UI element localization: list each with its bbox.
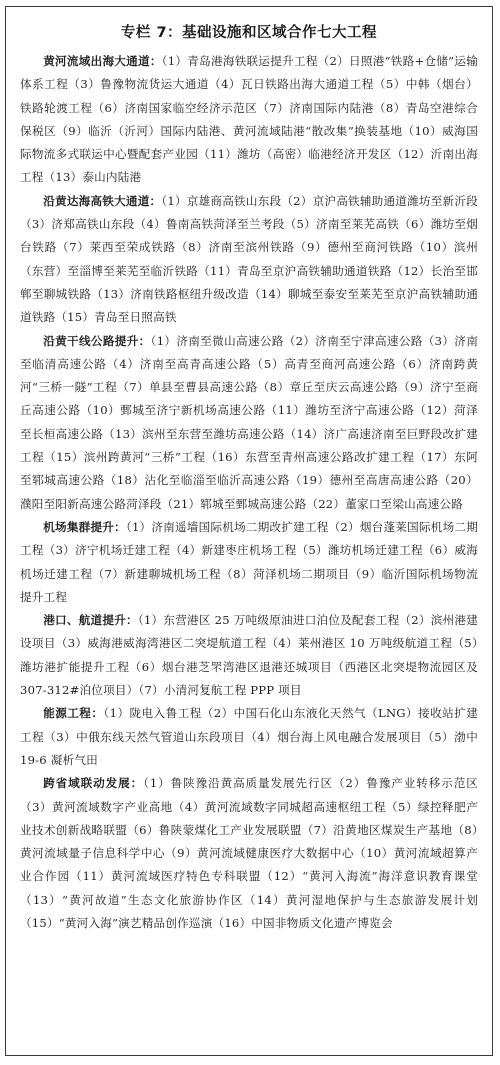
section-heading: 能源工程： (43, 706, 104, 721)
section-body: （1）济南遥墙国际机场二期改扩建工程（2）烟台蓬莱国际机场二期工程（3）济宁机场迁建工程（4）新建枣庄机场工程（5）潍坊机场迁建工程（6）威海机场迁建工程（7）新建聊城机场工程（8）菏泽机场二期项目（9）临沂国际机场物流提升工程 (20, 519, 479, 604)
section-heading: 机场集群提升： (43, 519, 126, 534)
section-high-speed-rail (20, 190, 478, 330)
section-heading: 沿黄达海高铁大通道： (43, 193, 162, 208)
section-body: （1）陇电入鲁工程（2）中国石化山东液化天然气（LNG）接收站扩建工程（3）中俄东线天然气管道山东段项目（4）烟台海上风电融合发展项目（5）渤中 19-6 凝析气田 (20, 706, 478, 767)
section-body: （1）京雄商高铁山东段（2）京沪高铁辅助通道潍坊至新沂段（3）济郑高铁山东段（4）鲁南高铁菏泽至兰考段（5）济南至莱芜高铁（6）潍坊至烟台铁路（7）莱西至荣成铁路（8）济南至滨州铁路（9）德州至商河铁路（10）滨州（东营）至淄博至莱芜至临沂铁路（11）青岛至京沪高铁辅助通道铁路（12）长治至邯郸至聊城铁路（13）济南铁路枢纽升级改造（14）聊城至泰安至莱芜至京沪高铁辅助通道铁路（15）青岛至日照高铁 (20, 193, 478, 325)
section-body: （1）鲁陕豫沿黄高质量发展先行区（2）鲁豫产业转移示范区（3）黄河流域数字产业高地（4）黄河流域数字同城超高速枢纽工程（5）绿控释肥产业技术创新战略联盟（6）鲁陕蒙煤化工产业发展联盟（7）沿黄地区煤炭生产基地（8）黄河流域量子信息科学中心（9）黄河流域健康医疗大数据中心（10）黄河流域超算产业合作园（11）黄河流域医疗特色专科联盟（12）“黄河入海流”海洋意识教育课堂（13）“黄河故道”生态文化旅游协作区（14）黄河湿地保护与生态旅游发展计划（15）“黄河入海”演艺精品创作巡演（16）中国非物质文化遗产博览会 (20, 776, 478, 930)
section-heading: 跨省域联动发展： (43, 776, 144, 791)
section-cross-province (20, 772, 478, 935)
column-box (5, 6, 493, 1056)
section-highway (20, 330, 478, 516)
column-title: 专栏 7：基础设施和区域合作七大工程 (120, 25, 378, 41)
section-airport (20, 516, 478, 609)
section-heading: 沿黄干线公路提升： (43, 333, 151, 348)
section-body: （1）济南至微山高速公路（2）济南至宁津高速公路（3）济南至临清高速公路（4）济南至高青高速公路（5）高青至商河高速公路（6）济南跨黄河“三桥一隧”工程（7）单县至曹县高速公路（8）章丘至庆云高速公路（9）济宁至商丘高速公路（10）鄄城至济宁新机场高速公路（11）潍坊至济宁高速公路（12）菏泽至长桓高速公路（13）滨州至东营至潍坊高速公路（14）济广高速济南至巨野段改扩建工程（15）滨州跨黄河“三桥”工程（16）东营至青州高速公路改扩建工程（17）东阿至郓城高速公路（18）沾化至临淄至临沂高速公路（19）德州至高唐高速公路（20）濮阳至阳新高速公路菏泽段（21）郓城至鄄城高速公路（22）董家口至梁山高速公路 (20, 333, 478, 511)
section-body: （1）东营港区 25 万吨级原油进口泊位及配套工程（2）滨州港建设项目（3）威海港威海湾港区二突堤航道工程（4）莱州港区 10 万吨级航道工程（5）潍坊港扩能提升工程（6）烟台港芝罘湾港区退港还城项目（西港区北突堤物流园区及 307-312#泊位项目）（7）小清河复航工程 PPP 项目 (20, 613, 478, 698)
section-port-waterway (20, 609, 478, 702)
section-heading: 黄河流域出海大通道： (43, 54, 162, 68)
section-body: （1）青岛港海铁联运提升工程（2）日照港“铁路+仓储”运输体系工程（3）鲁豫物流货运大通道（4）瓦日铁路出海大通道工程（5）中韩（烟台）铁路轮渡工程（6）济南国家临空经济示范区（7）济南国际内陆港（8）青岛空港综合保税区（9）临沂（沂河）国际内陆港、黄河流域陆港“散改集”换装基地（10）威海国际物流多式联运中心暨配套产业园（11）潍坊（高密）临港经济开发区（12）沂南出海工程（13）泰山内陆港 (20, 54, 478, 185)
section-outbound-sea-corridor (20, 50, 478, 190)
section-heading: 港口、航道提升： (43, 613, 138, 628)
section-energy (20, 702, 478, 772)
